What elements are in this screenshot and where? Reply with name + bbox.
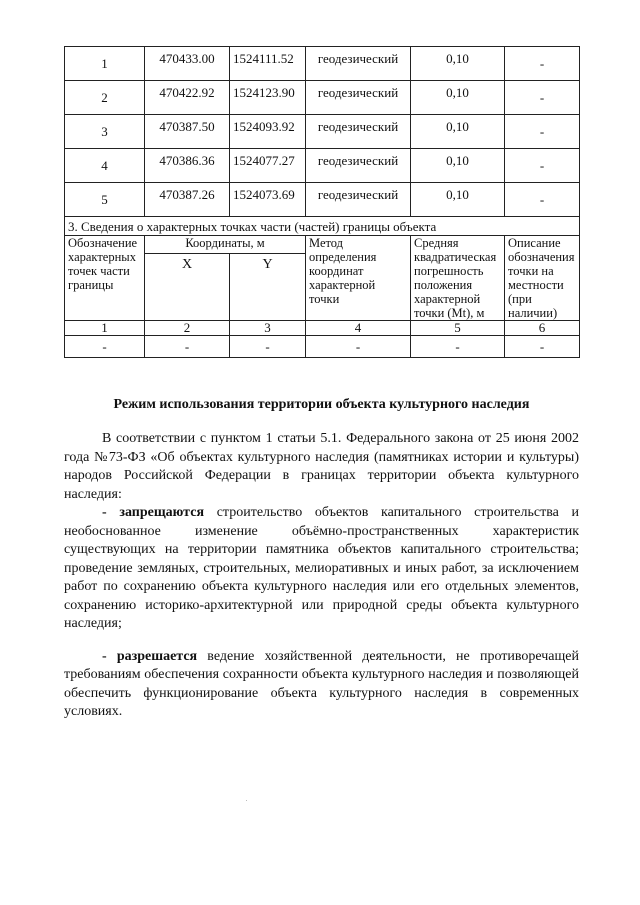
cell-y: 1524111.52: [230, 47, 306, 81]
allowed-paragraph: [64, 648, 579, 722]
section-title: 3. Сведения о характерных точках части (частей) границы объекта: [65, 217, 580, 236]
cell-y: 1524123.90: [230, 81, 306, 115]
regime-body: [64, 430, 579, 722]
cell-mt: 0,10: [411, 149, 505, 183]
point-row: [65, 149, 580, 183]
column-number: 3: [230, 321, 306, 336]
cell-desc: -: [505, 81, 580, 115]
cell-mt: 0,10: [411, 115, 505, 149]
point-row: [65, 115, 580, 149]
allowed-label: - разрешается: [102, 648, 198, 664]
prohibited-text: строительство объектов капитального строительства и необоснованное изменение объёмно-пространственных характеристик существующих на территории памятника объектов капитального строительства; проведение земляных, строительных, мелиоративных и иных работ, за исключением работ по сохранению объекта культурного наследия или его отдельных элементов, сохранению историко-архитектурной или природной среды объекта культурного наследия;: [64, 505, 579, 631]
point-row: [65, 81, 580, 115]
cell-desc: -: [505, 115, 580, 149]
boundary-points-table: [64, 46, 580, 358]
cell-desc: -: [505, 47, 580, 81]
scan-speck: [246, 800, 247, 801]
cell-method: геодезический: [306, 47, 411, 81]
cell-n: 1: [65, 47, 145, 81]
cell-x: 470386.36: [145, 149, 230, 183]
cell-x: 470433.00: [145, 47, 230, 81]
header-y: Y: [230, 254, 306, 321]
column-number: 4: [306, 321, 411, 336]
empty-cell: -: [505, 336, 580, 358]
cell-method: геодезический: [306, 149, 411, 183]
cell-desc: -: [505, 183, 580, 217]
cell-n: 3: [65, 115, 145, 149]
cell-mt: 0,10: [411, 47, 505, 81]
cell-method: геодезический: [306, 115, 411, 149]
empty-cell: -: [306, 336, 411, 358]
cell-y: 1524093.92: [230, 115, 306, 149]
section-title-row: [65, 217, 580, 236]
cell-n: 5: [65, 183, 145, 217]
cell-mt: 0,10: [411, 81, 505, 115]
prohibited-label: - запрещаются: [102, 505, 205, 520]
header-description: Описание обозначения точки на местности (при наличии): [505, 236, 580, 321]
header-designation: Обозначение характерных точек части границы: [65, 236, 145, 321]
point-row: [65, 183, 580, 217]
cell-y: 1524077.27: [230, 149, 306, 183]
cell-x: 470387.26: [145, 183, 230, 217]
cell-n: 4: [65, 149, 145, 183]
cell-method: геодезический: [306, 81, 411, 115]
header-coordinates: Координаты, м: [145, 236, 306, 254]
intro-paragraph: В соответствии с пунктом 1 статьи 5.1. Федерального закона от 25 июня 2002 года №73-ФЗ «Об объектах культурного наследия (памятниках истории и культуры) народов Российской Федерации в границах территории объекта культурного наследия:: [64, 431, 579, 502]
header-row: [65, 236, 580, 254]
allowed-text: ведение хозяйственной деятельности, не противоречащей требованиям обеспечения сохранности объекта культурного наследия и позволяющей обеспечить функционирование объекта культурного наследия в современных условиях.: [64, 648, 579, 719]
regime-heading: Режим использования территории объекта культурного наследия: [113, 397, 530, 412]
column-number: 6: [505, 321, 580, 336]
cell-y: 1524073.69: [230, 183, 306, 217]
empty-data-row: [65, 336, 580, 358]
header-method: Метод определения координат характерной точки: [306, 236, 411, 321]
empty-cell: -: [145, 336, 230, 358]
header-mt: Средняя квадратическая погрешность положения характерной точки (Mt), м: [411, 236, 505, 321]
prohibited-paragraph: [64, 504, 579, 634]
cell-method: геодезический: [306, 183, 411, 217]
column-number: 5: [411, 321, 505, 336]
point-row: [65, 47, 580, 81]
cell-n: 2: [65, 81, 145, 115]
empty-cell: -: [411, 336, 505, 358]
cell-x: 470387.50: [145, 115, 230, 149]
header-x: X: [145, 254, 230, 321]
cell-mt: 0,10: [411, 183, 505, 217]
column-number: 2: [145, 321, 230, 336]
cell-x: 470422.92: [145, 81, 230, 115]
column-numbers-row: [65, 321, 580, 336]
cell-desc: -: [505, 149, 580, 183]
empty-cell: -: [230, 336, 306, 358]
column-number: 1: [65, 321, 145, 336]
empty-cell: -: [65, 336, 145, 358]
